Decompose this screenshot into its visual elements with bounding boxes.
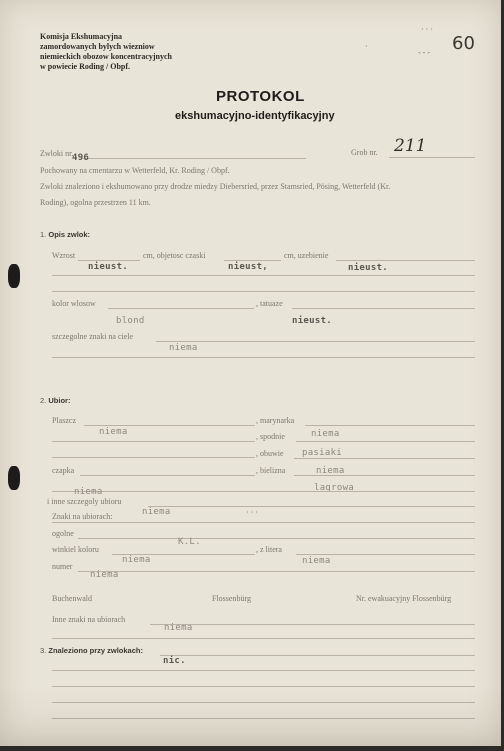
intro-line-3: Roding), ogolna przestrzen 11 km. (40, 198, 151, 207)
section-3-heading (40, 646, 143, 655)
grob-value: 211 (394, 136, 427, 156)
binder-hole-bottom (8, 466, 20, 490)
section-3-line-4 (52, 702, 475, 703)
czapka-line (80, 475, 255, 476)
tatuaze-line (292, 308, 475, 309)
tatuaze-label: , tatuaze (256, 299, 283, 308)
kolor-label: kolor wlosow (52, 299, 96, 308)
section-3-line-1 (160, 655, 475, 656)
kolor-value: blond (116, 316, 145, 326)
section-2-number: 2. (40, 396, 47, 405)
pencil-mark: · · · (421, 25, 433, 34)
flossenburg-label: Flossenbürg (212, 594, 251, 603)
wzrost-line (78, 260, 140, 261)
winkiel-label: winkiel koloru (52, 545, 99, 554)
org-line-4: w powiecie Roding / Obpf. (40, 62, 131, 71)
section-1-blank-line (52, 291, 475, 292)
inne-szczegoly-label: i inne szczegoly ubioru (47, 497, 122, 506)
z-litera-label: , z litera (256, 545, 282, 554)
czapka-value: niema (74, 487, 103, 497)
document-title: PROTOKOL (216, 88, 305, 105)
czaska-value: nieust, (228, 262, 269, 272)
zwloki-label: Zwloki nr. (40, 149, 74, 158)
pencil-dashes: - - - (418, 48, 430, 57)
section-1-heading (40, 230, 90, 239)
czapka-continuation-line (52, 491, 475, 492)
plaszcz-continuation-line (52, 441, 255, 442)
czaska-label: cm, objetosc czaski (143, 251, 206, 260)
znaki-ubior-value: niema (142, 507, 171, 517)
plaszcz-value: niema (99, 427, 128, 437)
inne-znaki-line (150, 624, 475, 625)
spodnie-line (296, 441, 475, 442)
inne-znaki-label: Inne znaki na ubiorach (52, 615, 126, 624)
czapka-label: czapka (52, 466, 75, 475)
znaki-ubior-line (52, 522, 475, 523)
numer-value: niema (90, 570, 119, 580)
inne-znaki-continuation-line (52, 638, 475, 639)
tatuaze-value: nieust. (292, 316, 333, 326)
spodnie-value: niema (311, 429, 340, 439)
section-1-number: 1. (40, 230, 47, 239)
plaszcz-blank-line (52, 457, 255, 458)
znaki-label: szczegolne znaki na ciele (52, 332, 134, 341)
stray-mark: · · · (246, 508, 258, 517)
inne-znaki-value: niema (164, 623, 193, 633)
znaki-continuation-line (52, 357, 475, 358)
section-2-title: Ubior: (48, 396, 71, 405)
inne-szczegoly-line (148, 506, 475, 507)
marynarka-label: , marynarka (256, 416, 295, 425)
ogolne-line (78, 538, 475, 539)
grob-label: Grob nr. (351, 148, 378, 157)
document-subtitle: ekshumacyjno-identyfikacyjny (175, 110, 335, 122)
section-2-heading (40, 396, 70, 405)
plaszcz-label: Plaszcz (52, 416, 76, 425)
ogolne-value: K.L. (178, 537, 201, 547)
grob-line (389, 157, 475, 158)
z-litera-line (296, 554, 475, 555)
znaki-value: niema (169, 343, 198, 353)
kolor-line (108, 308, 254, 309)
uzebienie-value: nieust. (348, 263, 389, 273)
obuwie-label: , obuwie (256, 449, 284, 458)
page-number: 60 (452, 33, 475, 54)
numer-label: numer (52, 562, 73, 571)
marynarka-line (305, 425, 475, 426)
section-3-line-3 (52, 686, 475, 687)
section-3-line-2 (52, 670, 475, 671)
obuwie-line (294, 458, 475, 459)
bielizna-label: , bielizna (256, 466, 286, 475)
section-1-title: Opis zwlok: (48, 230, 91, 239)
section-3-number: 3. (40, 646, 47, 655)
obuwie-value: pasiaki (302, 448, 343, 458)
org-line-1: Komisja Ekshumacyjna (40, 32, 123, 41)
intro-line-2: Zwloki znaleziono i ekshumowano przy drodze miedzy Diebersried, przez Stamsried, Pösing, Wetterfeld (Kr. (40, 182, 391, 191)
bielizna-value-1: niema (316, 466, 345, 476)
bielizna-value-2: lagrowa (314, 483, 355, 493)
pencil-dot: · (365, 42, 368, 51)
winkiel-value: niema (122, 555, 151, 565)
section-3-line-5 (52, 718, 475, 719)
buchenwald-label: Buchenwald (52, 594, 92, 603)
uzebienie-label: cm, uzebienie (284, 251, 329, 260)
numer-line (78, 571, 475, 572)
plaszcz-line (84, 425, 255, 426)
wzrost-value: nieust. (88, 262, 129, 272)
znaki-line (156, 341, 475, 342)
zwloki-value: 496 (72, 153, 90, 163)
nr-ewakuacyjny-label: Nr. ewakuacyjny Flossenbürg (356, 594, 452, 603)
zwloki-line (82, 158, 306, 159)
binder-hole-top (8, 264, 20, 288)
org-line-3: niemieckich obozow koncentracyjnych (40, 52, 172, 61)
org-line-2: zamordowanych bylych wiezniow (40, 42, 155, 51)
znaki-ubior-label: Znaki na ubiorach: (52, 512, 113, 521)
czaska-line (224, 260, 281, 261)
section-3-value: nic. (163, 656, 186, 666)
wzrost-continuation-line (52, 275, 475, 276)
uzebienie-line (336, 260, 475, 261)
intro-line-1: Pochowany na cmentarzu w Wetterfeld, Kr. Roding / Obpf. (40, 166, 230, 175)
ogolne-label: ogolne (52, 529, 74, 538)
z-litera-value: niema (302, 556, 331, 566)
section-3-title: Znaleziono przy zwlokach: (48, 646, 143, 655)
wzrost-label: Wzrost (52, 251, 76, 260)
spodnie-label: , spodnie (256, 432, 285, 441)
